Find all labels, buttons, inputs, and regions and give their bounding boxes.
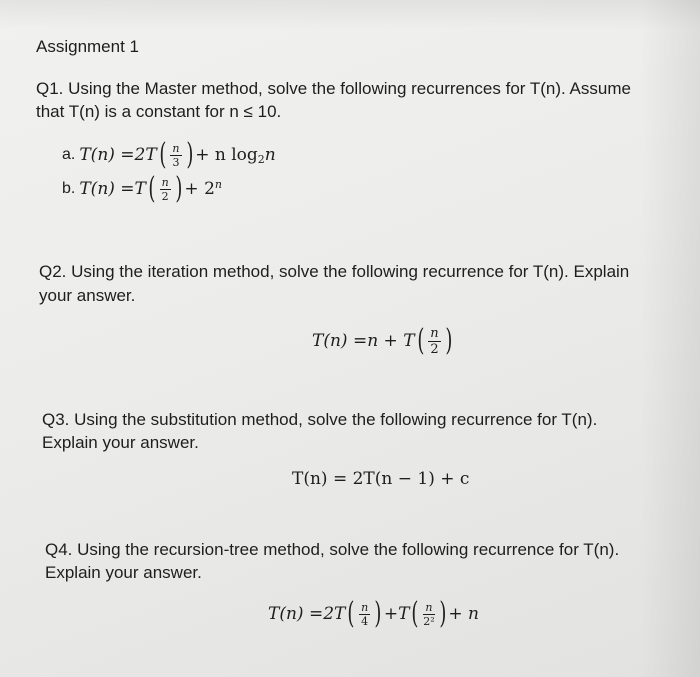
q1b-lparen: (: [148, 171, 156, 206]
q2-den: 2: [430, 341, 439, 357]
q1b-label: b.: [62, 180, 76, 197]
q4-fraction1: [359, 602, 370, 627]
q2-text-line2: your answer.: [39, 286, 136, 305]
q4-lparen1: (: [347, 596, 355, 631]
q4-lparen2: (: [411, 596, 419, 631]
q4-num2: n: [425, 600, 433, 614]
q4-2T: 2T: [323, 604, 346, 624]
q1b-num: n: [161, 175, 169, 189]
q1-text-line1: Q1. Using the Master method, solve the following recurrences for T(n). Assume: [36, 79, 631, 98]
q2-rhs: n + T: [367, 331, 415, 351]
right-shadow: [640, 0, 700, 677]
q1b-lhs: T(n) =: [79, 179, 135, 199]
q1a-equation: [62, 138, 276, 172]
q4-den2: 2²: [423, 614, 435, 628]
q4-fraction2: [423, 602, 434, 627]
q1a-fraction: [170, 143, 181, 168]
q1a-lhs: T(n) =: [79, 145, 135, 165]
q2-lparen: (: [416, 323, 424, 358]
q1b-rparen: ): [175, 171, 183, 206]
q1b-T: T: [134, 179, 146, 199]
q1b-equation: [62, 172, 222, 206]
q1a-den: 3: [172, 155, 180, 169]
q1a-log-base: 2: [257, 153, 265, 166]
q1a-rparen: ): [185, 137, 193, 172]
q2-rparen: ): [444, 323, 453, 358]
q2-equation: [312, 323, 454, 359]
q1a-label: a.: [62, 146, 76, 163]
q4-lhs: T(n) =: [268, 604, 324, 624]
q4-num1: n: [361, 600, 369, 614]
q3-text-line2: Explain your answer.: [42, 433, 199, 452]
q4-plus: +: [383, 604, 399, 624]
q3-equation: T(n) = 2T(n − 1) + c: [292, 469, 470, 489]
q4-T: T: [398, 604, 410, 624]
q1b-fraction: [160, 177, 171, 202]
q2-text-line1: Q2. Using the iteration method, solve the following recurrence for T(n). Explain: [39, 262, 630, 281]
q1-text-line2: that T(n) is a constant for n ≤ 10.: [36, 102, 282, 121]
q1a-2T: 2T: [134, 145, 157, 165]
q4-den1: 4: [361, 614, 369, 628]
q2-num: n: [430, 325, 439, 341]
q2-fraction: [428, 327, 440, 356]
q4-text-line2: Explain your answer.: [45, 563, 202, 582]
q1b-exponent: n: [214, 178, 222, 191]
q4-rparen2: ): [438, 596, 446, 631]
q4-text-line1: Q4. Using the recursion-tree method, solve the following recurrence for T(n).: [45, 540, 620, 559]
q1a-log-arg: n: [264, 145, 276, 165]
q1a-nlog: + n log: [195, 145, 258, 165]
q1b-den: 2: [161, 189, 169, 203]
q4-plus-n: + n: [448, 604, 479, 624]
q4-equation: [268, 596, 479, 632]
q1b-plus-two: + 2: [184, 179, 215, 199]
q1a-num: n: [172, 141, 180, 155]
q2-lhs: T(n) =: [312, 331, 368, 351]
assignment-title: Assignment 1: [36, 37, 139, 56]
q1a-lparen: (: [159, 137, 167, 172]
q3-text-line1: Q3. Using the substitution method, solve the following recurrence for T(n).: [42, 410, 598, 429]
top-shadow: [0, 0, 700, 30]
q4-rparen1: ): [374, 596, 382, 631]
